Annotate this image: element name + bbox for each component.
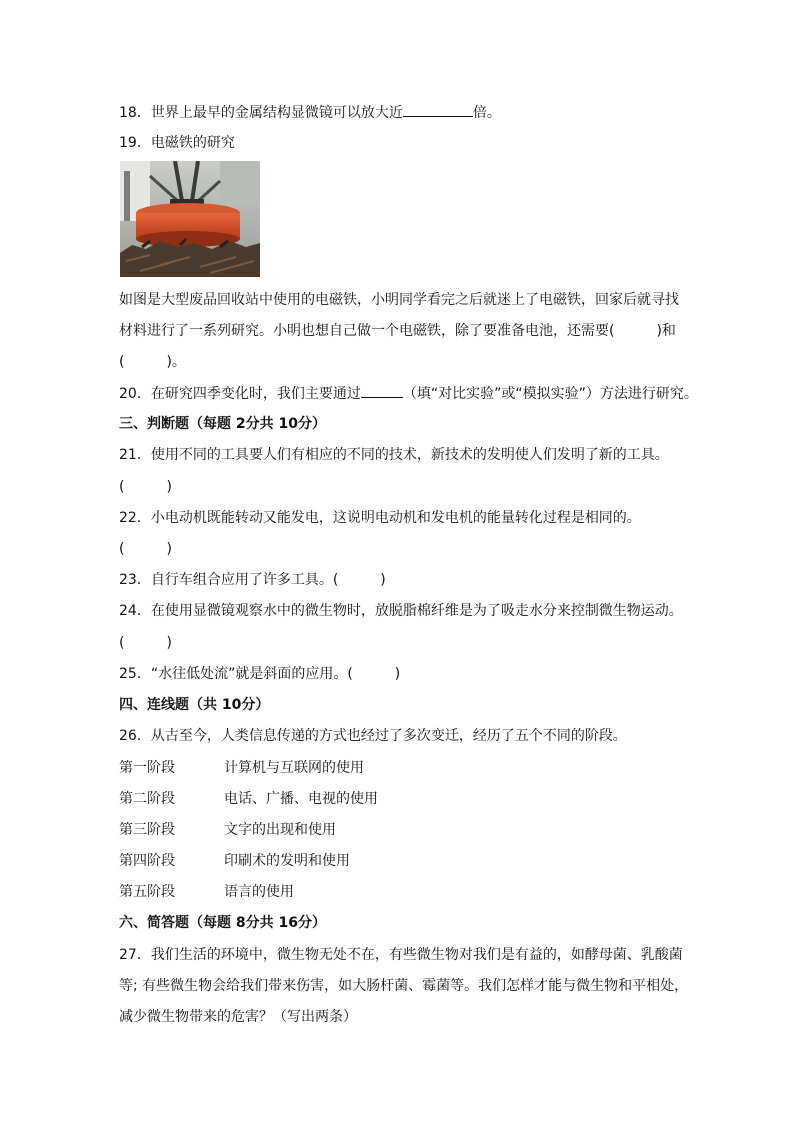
stage-label[interactable]: 第三阶段 — [119, 822, 175, 838]
answer-blank-18[interactable] — [403, 102, 473, 117]
section-4-heading: 四、连线题（共 10分） — [119, 697, 270, 713]
bracket-open: ( — [119, 541, 125, 557]
method-label[interactable]: 文字的出现和使用 — [224, 822, 336, 838]
question-27-line-1: 27．我们生活的环境中，微生物无处不在，有些微生物对我们是有益的，如酵母菌、乳酸菌 — [119, 947, 683, 963]
question-22-bracket[interactable] — [119, 539, 172, 559]
question-19-para-line-3 — [119, 352, 186, 372]
method-label[interactable]: 电话、广播、电视的使用 — [224, 791, 378, 807]
section-3-heading: 三、判断题（每题 2分共 10分） — [119, 416, 326, 432]
bracket-close: ) — [380, 572, 386, 588]
stage-label[interactable]: 第一阶段 — [119, 760, 175, 776]
method-label[interactable]: 语言的使用 — [224, 884, 294, 900]
bracket-close: ) — [166, 635, 172, 651]
question-20-prefix: 20．在研究四季变化时，我们主要通过 — [119, 386, 361, 402]
stage-label[interactable]: 第四阶段 — [119, 853, 175, 869]
question-25-text: 25．“水往低处流”就是斜面的应用。( — [119, 666, 353, 682]
question-26-text: 26．从古至今，人类信息传递的方式也经过了多次变迁，经历了五个不同的阶段。 — [119, 728, 627, 744]
method-label[interactable]: 印刷术的发明和使用 — [224, 853, 350, 869]
method-label[interactable]: 计算机与互联网的使用 — [224, 760, 364, 776]
question-19-para-line-1: 如图是大型废品回收站中使用的电磁铁，小明同学看完之后就迷上了电磁铁，回家后就寻找 — [119, 292, 679, 308]
question-18 — [119, 102, 501, 123]
question-27-line-2: 等; 有些微生物会给我们带来伤害，如大肠杆菌、霉菌等。我们怎样才能与微生物和平相处， — [119, 978, 689, 994]
question-23[interactable] — [119, 570, 386, 590]
question-19-line3-close: )。 — [166, 354, 186, 370]
section-6-heading: 六、简答题（每题 8分共 16分） — [119, 915, 326, 931]
question-18-prefix: 18．世界上最早的金属结构显微镜可以放大近 — [119, 105, 403, 121]
question-19-line3-open: ( — [119, 354, 125, 370]
question-24-bracket[interactable] — [119, 633, 172, 653]
question-27-line-3: 减少微生物带来的危害？（写出两条） — [119, 1009, 357, 1025]
bracket-close: ) — [166, 479, 172, 495]
question-19-title: 19．电磁铁的研究 — [119, 135, 235, 151]
question-20-suffix: （填“对比实验”或“模拟实验”）方法进行研究。 — [402, 386, 698, 402]
bracket-close: ) — [166, 541, 172, 557]
question-18-suffix: 倍。 — [472, 105, 501, 121]
question-19-line2-text: 材料进行了一系列研究。小明也想自己做一个电磁铁，除了要准备电池，还需要( — [119, 323, 615, 339]
bracket-open: ( — [119, 635, 125, 651]
stage-label[interactable]: 第二阶段 — [119, 791, 175, 807]
question-22-text: 22．小电动机既能转动又能发电，这说明电动机和发电机的能量转化过程是相同的。 — [119, 510, 641, 526]
question-20 — [119, 383, 698, 404]
stage-label[interactable]: 第五阶段 — [119, 884, 175, 900]
question-19-para-line-2 — [119, 321, 676, 341]
bracket-close: ) — [394, 666, 401, 682]
question-21-text: 21．使用不同的工具要人们有相应的不同的技术，新技术的发明使人们发明了新的工具。 — [119, 447, 669, 463]
question-19-line2-end: )和 — [656, 323, 676, 339]
question-23-text: 23．自行车组合应用了许多工具。( — [119, 572, 339, 588]
question-25[interactable] — [119, 664, 400, 684]
bracket-open: ( — [119, 479, 125, 495]
question-21-bracket[interactable] — [119, 477, 172, 497]
electromagnet-photo — [120, 161, 260, 277]
question-24-text: 24．在使用显微镜观察水中的微生物时，放脱脂棉纤维是为了吸走水分来控制微生物运动。 — [119, 603, 683, 619]
answer-blank-20[interactable] — [361, 383, 403, 398]
